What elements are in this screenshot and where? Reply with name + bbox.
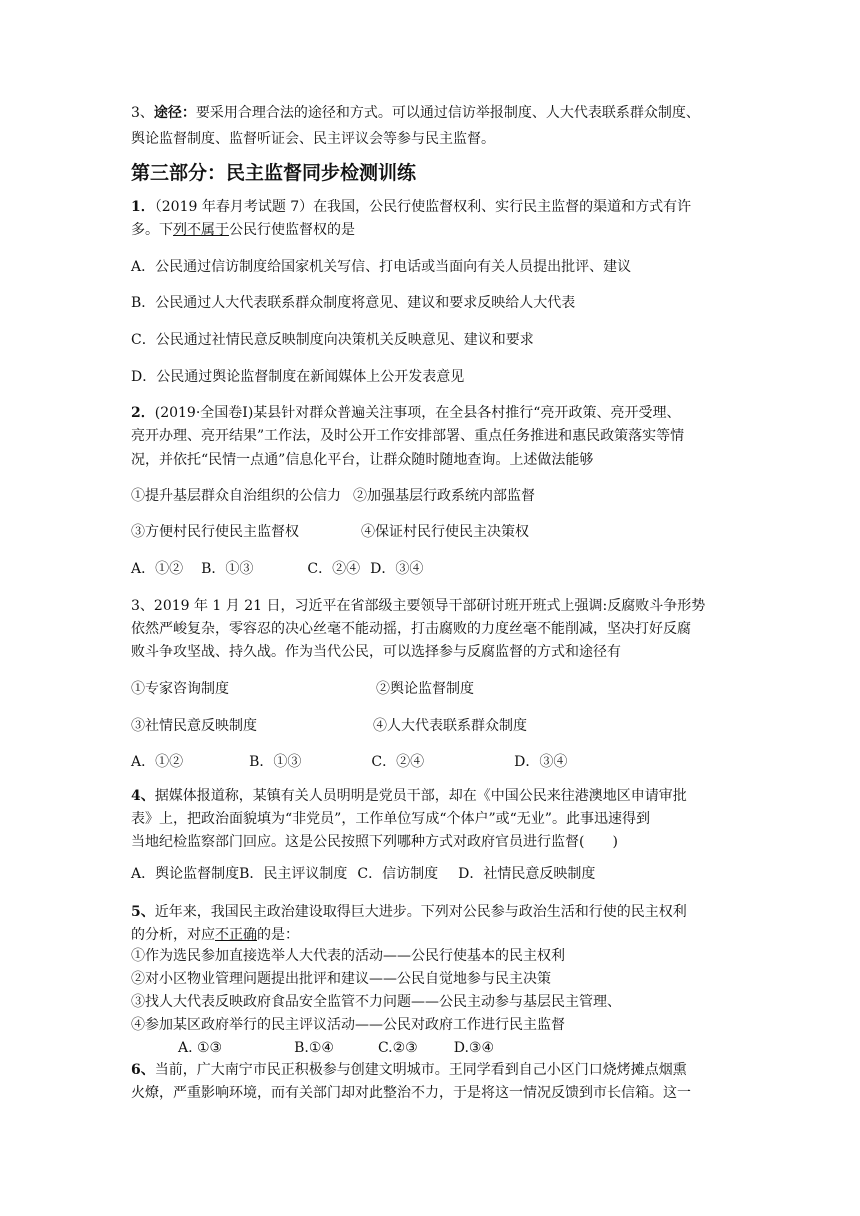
pathway-line-2: 舆论监督制度、监督听证会、民主评议会等参与民主监督。 (131, 131, 495, 147)
q3-option-a: A．①② (131, 754, 184, 770)
q1-stem-line-1 (131, 197, 691, 217)
q1-option-c: C．公民通过社情民意反映制度向决策机关反映意见、建议和要求 (131, 332, 534, 348)
q5-stem-text: 近年来，我国民主政治建设取得巨大进步。下列对公民参与政治生活和行使的民主权利 (154, 904, 687, 920)
q2-choices-row-2 (131, 522, 529, 542)
q4-answer-options (131, 864, 595, 884)
q5-number: 5、 (131, 904, 155, 920)
q2-choice-2: ②加强基层行政系统内部监督 (353, 488, 535, 504)
q2-stem-text: (2019·全国卷Ⅰ)某县针对群众普遍关注事项，在全县各村推行“亮开政策、亮开受理、 (154, 405, 681, 421)
q2-option-b: B．①③ (201, 561, 254, 577)
q3-option-d: D．③④ (514, 754, 568, 770)
pathway-line-1 (131, 103, 700, 123)
q4-option-d: D．社情民意反映制度 (458, 866, 596, 882)
q3-choice-1: ①专家咨询制度 (131, 681, 229, 697)
q4-option-a: A．舆论监督制度 (131, 866, 240, 882)
q2-option-a: A．①② (131, 561, 184, 577)
section-title: 第三部分：民主监督同步检测训练 (131, 162, 417, 184)
q3-stem-line-2: 依然严峻复杂，零容忍的决心丝毫不能动摇，打击腐败的力度丝毫不能削减，坚决打好反腐 (131, 621, 691, 637)
q2-option-d: D．③④ (370, 561, 424, 577)
q4-option-c: C．信访制度 (357, 866, 439, 882)
q4-option-b: B．民主评议制度 (239, 866, 348, 882)
q2-stem-line-3: 况，并依托“民情一点通”信息化平台，让群众随时随地查询。上述做法能够 (131, 452, 594, 468)
q2-choices-row-1 (131, 486, 535, 506)
item-number: 3、 (131, 105, 154, 121)
q3-choices-row-2 (131, 716, 527, 736)
q1-option-b: B．公民通过人大代表联系群众制度将意见、建议和要求反映给人大代表 (131, 295, 576, 311)
q4-stem-line-3: 当地纪检监察部门回应。这是公民按照下列哪种方式对政府官员进行监督( ) (131, 834, 618, 850)
q1-number: 1． (131, 199, 155, 215)
q2-stem-line-2: 亮开办理、亮开结果”工作法，及时公开工作安排部署、重点任务推进和惠民政策落实等情 (131, 428, 685, 444)
q5-option-a: A. ①③ (178, 1040, 223, 1056)
q2-option-c: C．②④ (307, 561, 361, 577)
q5-option-b: B.①④ (294, 1040, 334, 1056)
q4-number: 4、 (131, 788, 155, 804)
q5-statement-1: ①作为选民参加直接选举人大代表的活动——公民行使基本的民主权利 (131, 948, 565, 964)
q6-stem-line-2: 火燎，严重影响环境，而有关部门却对此整治不力，于是将这一情况反馈到市长信箱。这一 (131, 1085, 691, 1101)
q5-statement-4: ④参加某区政府举行的民主评议活动——公民对政府工作进行民主监督 (131, 1017, 565, 1033)
q5-stem-part: 的是： (257, 927, 299, 943)
q3-stem-line-3: 败斗争攻坚战、持久战。作为当代公民，可以选择参与反腐监督的方式和途径有 (131, 644, 621, 660)
q3-option-b: B．①③ (249, 754, 302, 770)
q1-underlined-phrase: 列不属于 (173, 222, 229, 238)
q5-option-d: D.③④ (453, 1040, 495, 1056)
q5-answer-options (178, 1038, 494, 1058)
q3-stem-line-1: 3、2019 年 1 月 21 日，习近平在省部级主要领导干部研讨班开班式上强调:反腐败斗争形势 (131, 598, 706, 614)
q6-stem-line-1 (131, 1060, 687, 1080)
q6-number: 6、 (131, 1062, 155, 1078)
q5-stem-line-1 (131, 902, 687, 922)
q3-choice-4: ④人大代表联系群众制度 (373, 718, 527, 734)
q3-option-c: C．②④ (371, 754, 425, 770)
q2-choice-4: ④保证村民行使民主决策权 (361, 524, 529, 540)
q5-statement-2: ②对小区物业管理问题提出批评和建议——公民自觉地参与民主决策 (131, 971, 551, 987)
q2-choice-1: ①提升基层群众自治组织的公信力 (131, 488, 341, 504)
q1-stem-part: 公民行使监督权的是 (229, 222, 355, 238)
pathway-label: 途径： (153, 105, 196, 121)
q2-answer-options (131, 559, 423, 579)
q4-stem-line-2: 表》上，把政治面貌填为“非党员”，工作单位写成“个体户”或“无业”。此事迅速得到 (131, 811, 650, 827)
q6-stem-text: 当前，广大南宁市民正积极参与创建文明城市。王同学看到自己小区门口烧烤摊点烟熏 (154, 1062, 687, 1078)
q1-option-d: D．公民通过舆论监督制度在新闻媒体上公开发表意见 (131, 369, 465, 385)
q1-stem-part: 多。下 (131, 222, 173, 238)
q3-choice-2: ②舆论监督制度 (376, 681, 474, 697)
q3-answer-options (131, 752, 567, 772)
q4-stem-line-1 (131, 786, 687, 806)
q1-option-a: A．公民通过信访制度给国家机关写信、打电话或当面向有关人员提出批评、建议 (131, 259, 632, 275)
pathway-text: 要采用合理合法的途径和方式。可以通过信访举报制度、人大代表联系群众制度、 (195, 105, 700, 121)
q3-choice-3: ③社情民意反映制度 (131, 718, 257, 734)
q2-stem-line-1 (131, 403, 680, 423)
q3-choices-row-1 (131, 679, 474, 699)
q5-stem-part: 的分析，对应 (131, 927, 215, 943)
q4-stem-text: 据媒体报道称，某镇有关人员明明是党员干部，却在《中国公民来往港澳地区申请审批 (154, 788, 687, 804)
q5-stem-line-2 (131, 925, 299, 945)
q5-statement-3: ③找人大代表反映政府食品安全监管不力问题——公民主动参与基层民主管理、 (131, 994, 621, 1010)
q2-number: 2． (131, 405, 155, 421)
q1-stem-text: （2019 年春月考试题 7）在我国，公民行使监督权利、实行民主监督的渠道和方式有许 (154, 199, 692, 215)
q5-underlined-phrase: 不正确 (215, 927, 257, 943)
q2-choice-3: ③方便村民行使民主监督权 (131, 524, 299, 540)
q5-option-c: C.②③ (377, 1040, 418, 1056)
q1-stem-line-2 (131, 220, 355, 240)
